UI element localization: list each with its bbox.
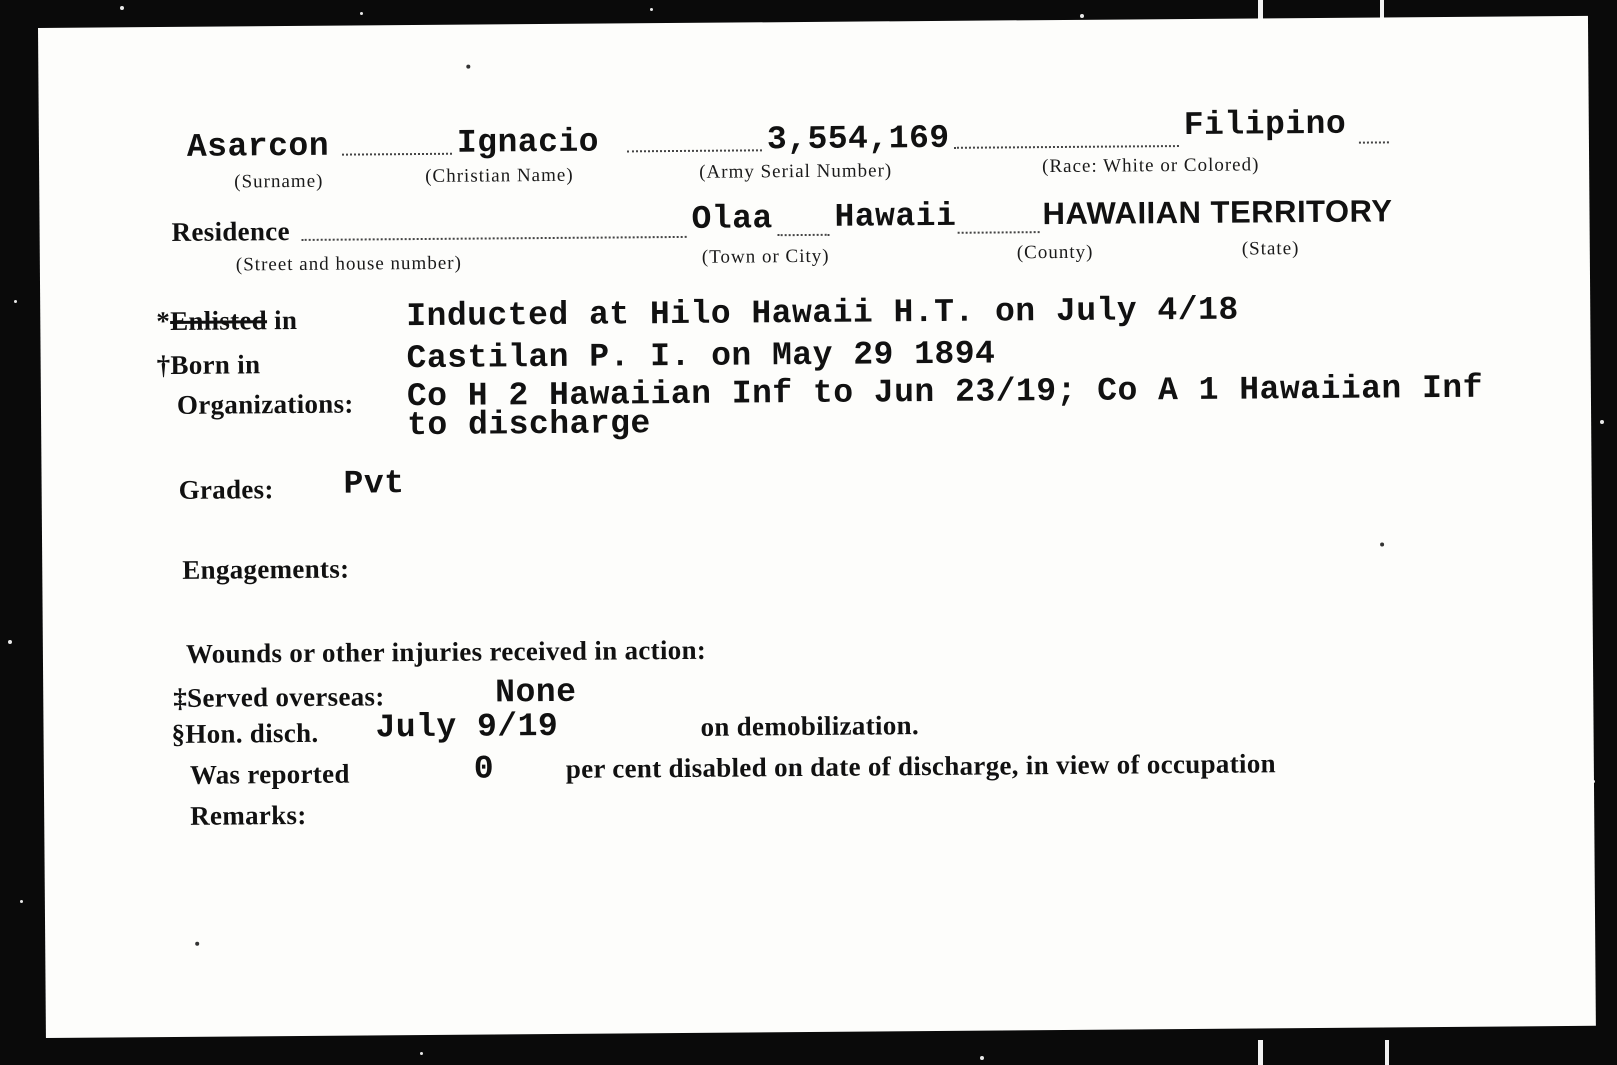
county-caption: (County) — [1016, 241, 1094, 264]
film-speck — [650, 8, 653, 11]
surname-caption: (Surname) — [234, 170, 324, 193]
dotted-leader — [627, 149, 762, 152]
service-record-card — [38, 16, 1596, 1038]
demobilization-text: on demobilization. — [700, 710, 920, 742]
film-speck — [360, 12, 363, 15]
wounds-label: Wounds or other injuries received in action: — [185, 634, 707, 669]
surname-value: Asarcon — [186, 127, 330, 166]
served-overseas-value: None — [495, 673, 577, 712]
christian-name-caption: (Christian Name) — [425, 164, 574, 187]
hon-disch-label: §Hon. disch. — [171, 717, 319, 749]
card-speck — [1380, 542, 1384, 546]
film-speck — [1600, 420, 1604, 424]
film-speck — [1080, 14, 1084, 18]
serial-number-caption: (Army Serial Number) — [699, 160, 893, 183]
dotted-leader — [302, 236, 687, 241]
remarks-label: Remarks: — [190, 799, 307, 831]
engagements-label: Engagements: — [182, 553, 350, 585]
dotted-leader — [954, 145, 1179, 149]
hon-disch-value: July 9/19 — [375, 707, 559, 747]
film-edge-bar — [1385, 1040, 1389, 1065]
dotted-leader — [1359, 141, 1389, 143]
enlisted-label — [156, 305, 297, 337]
film-speck — [980, 1056, 984, 1060]
film-speck — [14, 300, 17, 303]
card-speck — [195, 942, 199, 946]
film-speck — [120, 6, 124, 10]
grades-value: Pvt — [343, 465, 405, 503]
born-label: †Born in — [156, 349, 261, 381]
organizations-label: Organizations: — [176, 388, 354, 420]
street-caption: (Street and house number) — [235, 252, 462, 276]
born-value: Castilan P. I. on May 29 1894 — [406, 335, 996, 378]
film-speck — [420, 1052, 423, 1055]
served-overseas-label: ‡Served overseas: — [173, 681, 385, 713]
town-value: Olaa — [691, 200, 773, 238]
serial-number-value: 3,554,169 — [766, 119, 950, 159]
film-edge-bar — [1258, 1040, 1263, 1065]
county-value: Hawaii — [834, 197, 957, 236]
state-caption: (State) — [1241, 238, 1300, 260]
organizations-value-line2: to discharge — [406, 405, 651, 445]
disability-percent-value: 0 — [473, 750, 495, 788]
christian-name-value: Ignacio — [456, 123, 600, 162]
film-speck — [8, 640, 12, 644]
enlisted-struck-word: Enlisted — [169, 305, 268, 336]
dotted-leader — [342, 153, 452, 156]
film-speck — [20, 900, 23, 903]
was-reported-label: Was reported — [189, 758, 350, 790]
grades-label: Grades: — [178, 474, 274, 505]
card-speck — [466, 65, 470, 69]
enlisted-marker: * — [156, 305, 171, 337]
enlisted-value: Inducted at Hilo Hawaii H.T. on July 4/18 — [406, 291, 1239, 336]
state-value: HAWAIIAN TERRITORY — [1042, 193, 1393, 232]
disability-text: per cent disabled on date of discharge, in view of occupation — [565, 748, 1276, 784]
race-caption: (Race: White or Colored) — [1042, 154, 1260, 178]
residence-label: Residence — [171, 216, 290, 247]
dotted-leader — [958, 231, 1040, 234]
organizations-value-line1: Co H 2 Hawaiian Inf to Jun 23/19; Co A 1 Hawaiian Inf — [406, 369, 1484, 416]
dotted-leader — [778, 234, 830, 236]
town-caption: (Town or City) — [701, 245, 830, 268]
enlisted-suffix: in — [266, 304, 298, 336]
race-value: Filipino — [1183, 105, 1347, 145]
